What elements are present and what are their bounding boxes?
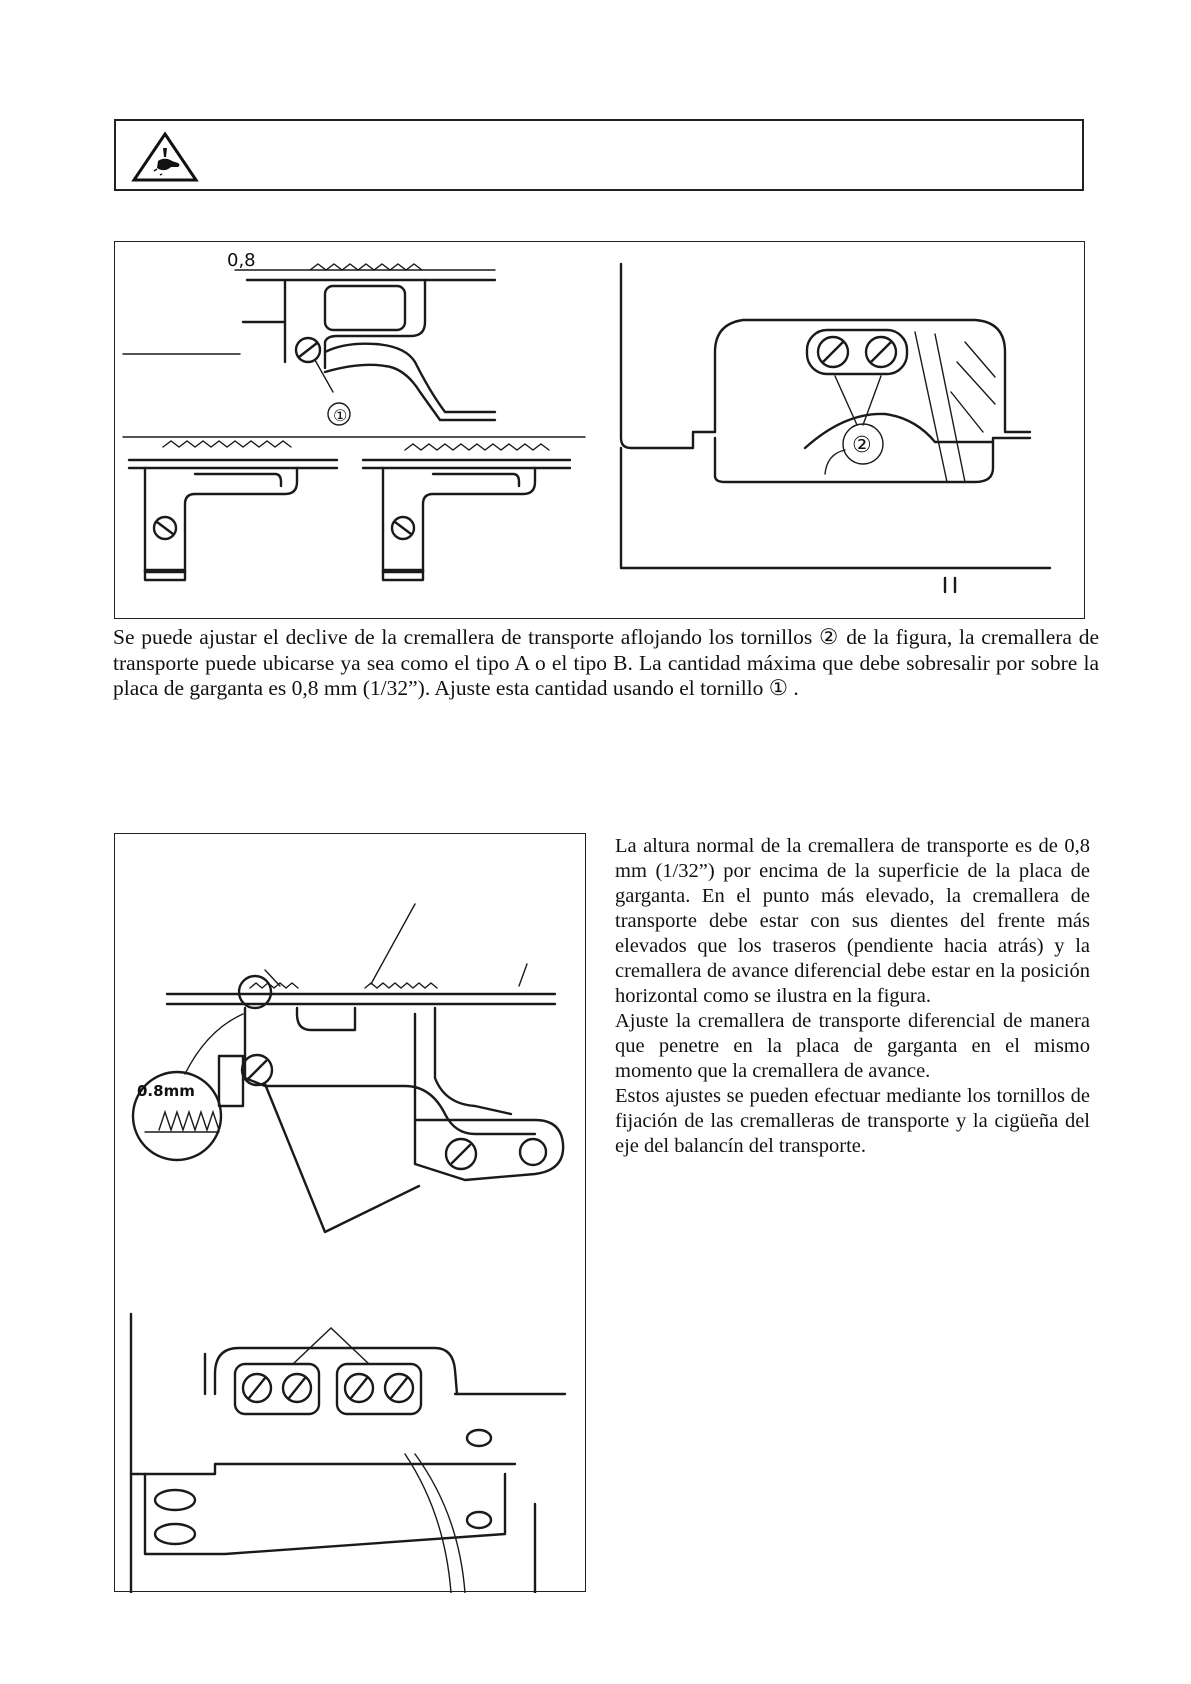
feed-dog-height-diagram [123,250,585,437]
warning-box [114,119,1084,191]
callout-2: ② [852,433,872,458]
paragraph-fixing-screws: Estos ajustes se pueden efectuar mediante los tornillos de fijación de las cremalleras de transporte y la cigüeña del eje del balancín del transporte. [615,1085,1090,1157]
dimension-label-0-8mm: 0.8mm [137,1082,195,1100]
callout-1: ① [333,406,348,425]
dimension-label-0-8: 0,8 [227,250,256,271]
paragraph-normal-height: La altura normal de la cremallera de transporte es de 0,8 mm (1/32”) por encima de la superficie de la placa de garganta. En el punto más elevado, la cremallera de transporte debe estar con sus dientes del frente más elevados que los traseros (pendiente hacia atrás) y la cremallera de avance diferencial debe estar en la posición horizontal como se ilustra en la figura. [615,835,1090,1007]
differential-feed-diagram [133,904,563,1232]
feed-dog-screws-diagram [131,1314,565,1593]
feed-dog-type-b [363,444,570,580]
feed-bar-screws-diagram [621,264,1050,592]
feed-dog-type-a [129,441,337,580]
feed-dog-inclination-text: Se puede ajustar el declive de la cremallera de transporte aflojando los tornillos ② de la figura, la cremallera de transporte puede ubicarse ya sea como el tipo A o el tipo B. La cantidad máxima que debe sobresalir por sobre la placa de garganta es 0,8 mm (1/32”). Ajuste esta cantidad usando el tornillo ① . [113,625,1099,700]
figure-1-feed-dog-adjustment [114,241,1085,619]
hand-crush-warning-icon [130,131,200,183]
paragraph-differential-adjust: Ajuste la cremallera de transporte diferencial de manera que penetre en la placa de garganta en el mismo momento que la cremallera de avance. [615,1010,1090,1082]
figure-2-feed-dog-height [114,833,586,1592]
feed-dog-height-text [615,834,1090,1159]
